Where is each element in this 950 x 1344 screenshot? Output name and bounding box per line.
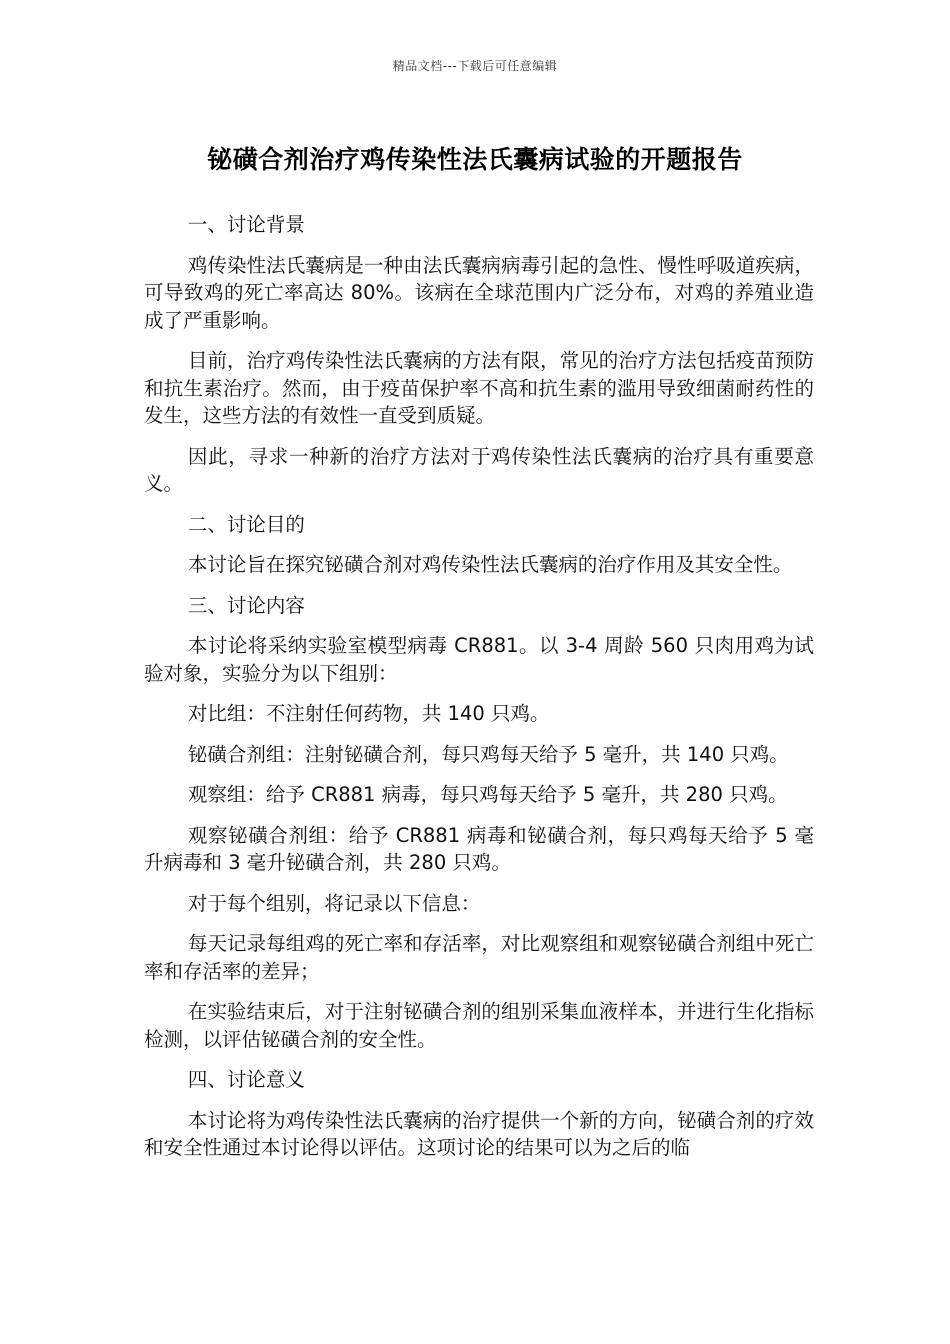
paragraph: 鸡传染性法氏囊病是一种由法氏囊病病毒引起的急性、慢性呼吸道疾病，可导致鸡的死亡率高达 80%。该病在全球范围内广泛分布，对鸡的养殖业造成了严重影响。 bbox=[144, 253, 814, 332]
group-item: 对比组：不注射任何药物，共 140 只鸡。 bbox=[187, 702, 550, 725]
paragraph: 对于每个组别，将记录以下信息： bbox=[187, 891, 481, 915]
group-item: 观察铋磺合剂组：给予 CR881 病毒和铋磺合剂，每只鸡每天给予 5 毫升病毒和 3 毫升铋磺合剂，共 280 只鸡。 bbox=[144, 823, 814, 874]
section-heading-purpose: 二、讨论目的 bbox=[187, 512, 305, 536]
paragraph: 本讨论将为鸡传染性法氏囊病的治疗提供一个新的方向，铋磺合剂的疗效和安全性通过本讨论得以评估。这项讨论的结果可以为之后的临 bbox=[144, 1108, 814, 1159]
header-note: 精品文档---下载后可任意编辑 bbox=[392, 59, 558, 73]
section-heading-background: 一、讨论背景 bbox=[187, 213, 305, 236]
paragraph: 本讨论将采纳实验室模型病毒 CR881。以 3-4 周龄 560 只肉用鸡为试验对象，实验分为以下组别： bbox=[144, 634, 814, 685]
paragraph: 每天记录每组鸡的死亡率和存活率，对比观察组和观察铋磺合剂组中死亡率和存活率的差异； bbox=[144, 932, 814, 983]
paragraph: 因此，寻求一种新的治疗方法对于鸡传染性法氏囊病的治疗具有重要意义。 bbox=[144, 444, 814, 495]
paragraph: 本讨论旨在探究铋磺合剂对鸡传染性法氏囊病的治疗作用及其安全性。 bbox=[187, 553, 793, 576]
paragraph: 在实验结束后，对于注射铋磺合剂的组别采集血液样本，并进行生化指标检测，以评估铋磺合剂的安全性。 bbox=[144, 1000, 814, 1051]
group-item: 铋磺合剂组：注射铋磺合剂，每只鸡每天给予 5 毫升，共 140 只鸡。 bbox=[187, 742, 789, 766]
paragraph: 目前，治疗鸡传染性法氏囊病的方法有限，常见的治疗方法包括疫苗预防和抗生素治疗。然而，由于疫苗保护率不高和抗生素的滥用导致细菌耐药性的发生，这些方法的有效性一直受到质疑。 bbox=[144, 349, 814, 427]
group-item: 观察组：给予 CR881 病毒，每只鸡每天给予 5 毫升，共 280 只鸡。 bbox=[187, 783, 788, 806]
document-body bbox=[144, 211, 814, 1175]
section-heading-significance: 四、讨论意义 bbox=[187, 1068, 305, 1091]
section-heading-content: 三、讨论内容 bbox=[187, 593, 305, 617]
document-title: 铋磺合剂治疗鸡传染性法氏囊病试验的开题报告 bbox=[207, 145, 743, 174]
